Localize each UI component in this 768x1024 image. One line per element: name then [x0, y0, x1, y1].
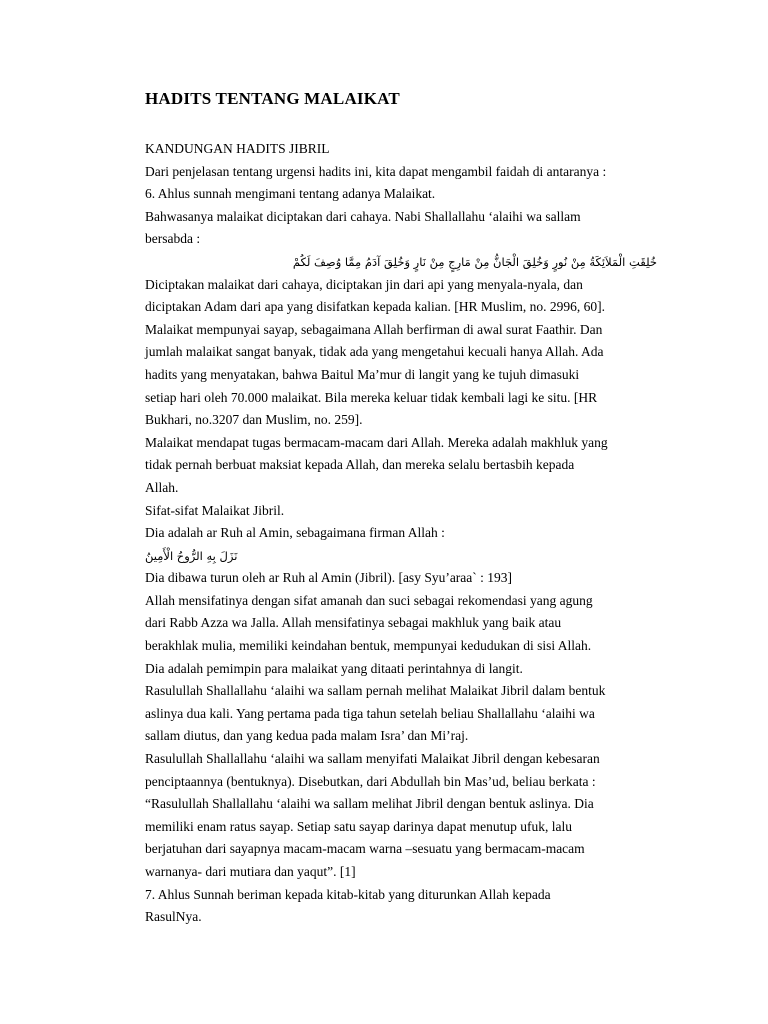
text-line: Rasulullah Shallallahu ‘alaihi wa sallam menyifati Malaikat Jibril dengan kebesaran: [145, 751, 600, 767]
text-line: hadits yang menyatakan, bahwa Baitul Ma’mur di langit yang ke tujuh dimasuki: [145, 366, 580, 382]
page-title: HADITS TENTANG MALAIKAT: [145, 89, 400, 108]
text-line: bersabda :: [145, 231, 201, 247]
section-heading: KANDUNGAN HADITS JIBRIL: [145, 141, 330, 156]
text-line: Bahwasanya malaikat diciptakan dari cahaya. Nabi Shallallahu ‘alaihi wa sallam: [145, 208, 581, 224]
text-line: setiap hari oleh 70.000 malaikat. Bila mereka keluar tidak kembali lagi ke situ. [HR: [145, 389, 598, 405]
arabic-verse-container: [145, 545, 665, 568]
text-line: diciptakan Adam dari apa yang disifatkan kepada kalian. [HR Muslim, no. 2996, 60].: [145, 299, 606, 315]
text-line: Dia dibawa turun oleh ar Ruh al Amin (Jibril). [asy Syu’araa` : 193]: [145, 570, 513, 586]
text-line: memiliki enam ratus sayap. Setiap satu sayap darinya dapat menutup ufuk, lalu: [145, 818, 573, 834]
text-line: Diciptakan malaikat dari cahaya, diciptakan jin dari api yang menyala-nyala, dan: [145, 276, 583, 292]
text-line: aslinya dua kali. Yang pertama pada tiga tahun setelah beliau Shallallahu ‘alaihi wa: [145, 705, 595, 721]
text-line: Dia adalah pemimpin para malaikat yang ditaati perintahnya di langit.: [145, 660, 523, 676]
text-line: Bukhari, no.3207 dan Muslim, no. 259].: [145, 412, 363, 428]
text-line: RasulNya.: [145, 909, 202, 925]
text-line: tidak pernah berbuat maksiat kepada Allah, dan mereka selalu bertasbih kepada: [145, 457, 575, 473]
text-line: penciptaannya (bentuknya). Disebutkan, dari Abdullah bin Mas’ud, beliau berkata :: [145, 773, 596, 789]
text-line: sallam diutus, dan yang kedua pada malam Isra’ dan Mi’raj.: [145, 728, 469, 744]
text-line: jumlah malaikat sangat banyak, tidak ada yang mengetahui kecuali hanya Allah. Ada: [145, 344, 604, 360]
text-line: Dari penjelasan tentang urgensi hadits ini, kita dapat mengambil faidah di antaranya :: [145, 163, 607, 179]
text-line: Malaikat mempunyai sayap, sebagaimana Allah berfirman di awal surat Faathir. Dan: [145, 321, 603, 337]
text-line: Sifat-sifat Malaikat Jibril.: [145, 502, 285, 518]
text-line: Dia adalah ar Ruh al Amin, sebagaimana firman Allah :: [145, 525, 445, 541]
text-line: Allah.: [145, 479, 179, 495]
text-line: Allah mensifatinya dengan sifat amanah dan suci sebagai rekomendasi yang agung: [145, 592, 593, 608]
text-line: dari Rabb Azza wa Jalla. Allah mensifatinya sebagai makhluk yang baik atau: [145, 615, 562, 631]
text-line: “Rasulullah Shallallahu ‘alaihi wa sallam melihat Jibril dengan bentuk aslinya. Dia: [145, 796, 594, 812]
arabic-verse-text: نَزَلَ بِهِ الرُّوحُ الْأَمِينُ: [145, 548, 238, 563]
text-line: berjatuhan dari sayapnya macam-macam warna –sesuatu yang bermacam-macam: [145, 841, 585, 857]
text-line: 6. Ahlus sunnah mengimani tentang adanya Malaikat.: [145, 186, 436, 202]
text-line: Malaikat mendapat tugas bermacam-macam dari Allah. Mereka adalah makhluk yang: [145, 434, 608, 450]
document-page: [145, 88, 665, 929]
arabic-hadith-text: خُلِقَتِ الْمَلاَئِكَةُ مِنْ نُورٍ وَخُلِقَ الْجَانُّ مِنْ مَارِجٍ مِنْ نَارٍ وَخُلِقَ آدَمُ مِمَّا وُصِفَ لَكُمْ: [292, 254, 657, 269]
text-line: warnanya- dari mutiara dan yaqut”. [1]: [145, 864, 356, 879]
text-line: Rasulullah Shallallahu ‘alaihi wa sallam pernah melihat Malaikat Jibril dalam bentuk: [145, 683, 606, 699]
text-line: berakhlak mulia, memiliki keindahan bentuk, mempunyai kedudukan di sisi Allah.: [145, 638, 592, 654]
text-line: 7. Ahlus Sunnah beriman kepada kitab-kitab yang diturunkan Allah kepada: [145, 886, 551, 902]
